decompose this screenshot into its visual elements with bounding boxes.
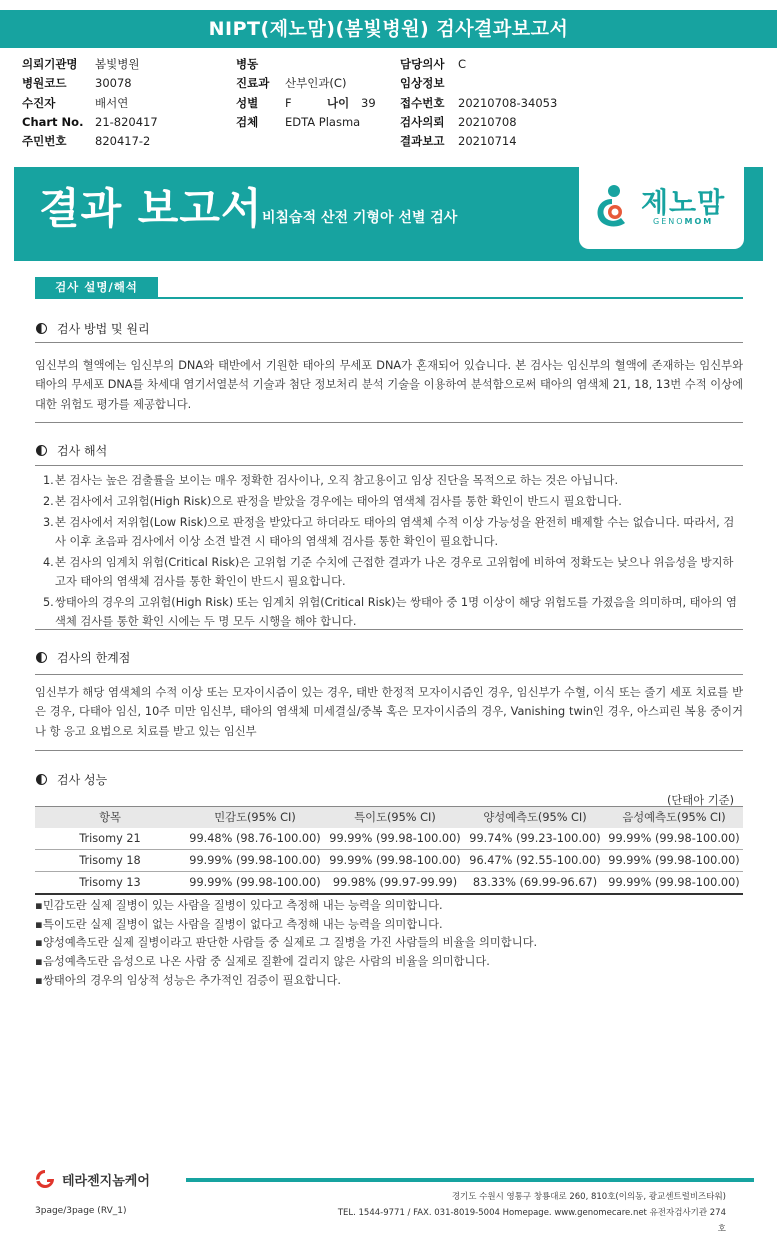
info-label: 담당의사: [400, 57, 445, 71]
table-cell: 99.99% (99.98-100.00): [325, 828, 465, 850]
unit-note: (단태아 기준): [667, 794, 734, 807]
info-label: 성별: [236, 95, 259, 110]
info-label: 수진자: [22, 95, 56, 110]
half-circle-bullet-icon: [36, 445, 47, 456]
info-row: [22, 113, 158, 132]
limits-heading: [36, 649, 130, 666]
table-cell: Trisomy 18: [35, 850, 185, 872]
info-label: 검사의뢰: [400, 114, 445, 129]
bullet-icon: ▪: [35, 899, 43, 912]
info-label: 검체: [236, 114, 259, 129]
info-value: 배서연: [95, 95, 129, 110]
info-row: [236, 94, 376, 113]
bullet-icon: ▪: [35, 936, 43, 950]
bullet-icon: ▪: [35, 973, 43, 987]
heading-text: 검사 방법 및 원리: [57, 322, 150, 336]
divider: [35, 750, 743, 751]
column-header: 민감도(95% CI): [185, 807, 325, 828]
genomom-logo-icon: [591, 183, 633, 229]
info-column-3: [400, 55, 557, 151]
half-circle-bullet-icon: [36, 652, 47, 663]
list-number: 3.: [43, 516, 54, 529]
info-label: 진료과: [236, 76, 270, 91]
info-row: [400, 55, 557, 74]
list-item: [35, 593, 743, 631]
age-label: 나이: [327, 95, 350, 110]
divider: [35, 422, 743, 423]
info-label: 병원코드: [22, 76, 67, 91]
footer-logo: [31, 1168, 150, 1190]
limits-text: 임신부가 해당 염색체의 수적 이상 또는 모자이시즘이 있는 경우, 태반 한정적 모자이시즘인 경우, 임신부가 수혈, 이식 또는 줄기 세포 치료를 받은 경우, 다태아 임신, 10주 미만 임신부, 태아의 염색체 미세결실/중복 혹은 모자이시즘의 경우, Vanishing twin인 경우, 아스피린 복용 중이거나 항 응고 요법으로 치료를 받고 있는 임신부: [35, 686, 743, 738]
heading-text: 검사의 한계점: [57, 651, 131, 665]
list-number: 4.: [43, 556, 54, 569]
note-text: 양성예측도란 실제 질병이라고 판단한 사람들 중 실제로 그 질병을 가진 사람들의 비율을 의미합니다.: [43, 936, 538, 950]
info-row: [236, 55, 376, 74]
interpretation-heading: [36, 442, 107, 459]
info-row: [236, 74, 376, 93]
list-number: 5.: [43, 596, 54, 609]
performance-heading: [36, 771, 107, 788]
logo-sub-mom: MOM: [684, 217, 714, 226]
info-value: 산부인과(C): [285, 76, 347, 91]
list-text: 본 검사는 높은 검출률을 보이는 매우 정확한 검사이나, 오직 참고용이고 임상 진단을 목적으로 하는 것은 아닙니다.: [55, 474, 619, 487]
table-cell: Trisomy 21: [35, 828, 185, 850]
info-row: [400, 94, 557, 113]
list-item: [35, 513, 743, 551]
column-header: 특이도(95% CI): [325, 807, 465, 828]
table-header-row: [35, 807, 743, 828]
info-label: 주민번호: [22, 134, 67, 149]
info-label: 의뢰기관명: [22, 57, 78, 71]
info-value: 20210708: [458, 114, 517, 129]
list-item: [35, 553, 743, 591]
list-number: 2.: [43, 495, 54, 508]
method-text: 임신부의 혈액에는 임신부의 DNA와 태반에서 기원한 태아의 무세포 DNA가 혼재되어 있습니다. 본 검사는 임신부의 혈액에 존재하는 임신부와 태아의 무세포 DNA를 차세대 염기서열분석 기술과 첨단 정보처리 분석 기술을 이용하여 분석함으로써 태아의 염색체 21, 18, 13번 수적 이상에 대한 위험도 평가를 제공합니다.: [35, 359, 743, 411]
info-label: 임상정보: [400, 76, 445, 91]
method-heading: [36, 320, 150, 337]
list-text: 본 검사에서 저위험(Low Risk)으로 판정을 받았다고 하더라도 태아의 염색체 수적 이상 가능성을 완전히 배제할 수는 없습니다. 따라서, 검사 이후 초음파 검사에서 이상 소견 발견 시 태아의 염색체 검사를 통한 확인이 필요합니다.: [55, 516, 735, 548]
heading-text: 검사 해석: [57, 444, 108, 458]
performance-table: [35, 806, 743, 895]
bullet-icon: ▪: [35, 955, 43, 969]
info-label: 병동: [236, 57, 259, 71]
logo-subtext: [653, 217, 713, 226]
table-cell: 99.99% (99.98-100.00): [605, 828, 743, 850]
note-text: 쌍태아의 경우의 임상적 성능은 추가적인 검증이 필요합니다.: [43, 973, 341, 987]
table-cell: 99.99% (99.98-100.00): [605, 850, 743, 872]
note-item: [35, 916, 537, 935]
list-text: 쌍태아의 경우의 고위험(High Risk) 또는 임계치 위험(Critical Risk)는 쌍태아 중 1명 이상이 해당 위험도를 가졌음을 의미하며, 태아의 염색체 검사를 통한 확인 시에는 두 명 모두 시행을 해야 합니다.: [55, 596, 737, 628]
note-item: [35, 953, 537, 972]
info-row: [400, 74, 557, 93]
performance-notes: [35, 897, 537, 991]
divider: [35, 342, 743, 343]
note-item: [35, 972, 537, 991]
half-circle-bullet-icon: [36, 323, 47, 334]
table-row: [35, 850, 743, 872]
info-column-1: [22, 55, 158, 151]
half-circle-bullet-icon: [36, 774, 47, 785]
list-text: 본 검사에서 고위험(High Risk)으로 판정을 받았을 경우에는 태아의 염색체 검사를 통한 확인이 반드시 필요합니다.: [55, 495, 622, 508]
logo-text: 제노맘: [641, 186, 726, 219]
info-value: 20210714: [458, 134, 517, 149]
heading-text: 검사 성능: [57, 773, 108, 787]
info-value: EDTA Plasma: [285, 114, 361, 129]
table-cell: 99.99% (99.98-100.00): [325, 850, 465, 872]
report-title: NIPT(제노맘)(봄빛병원) 검사결과보고서: [0, 10, 777, 48]
age-value: 39: [361, 95, 376, 110]
info-value: 30078: [95, 76, 132, 91]
list-item: [35, 492, 743, 511]
column-header: 음성예측도(95% CI): [605, 807, 743, 828]
note-item: [35, 934, 537, 953]
info-value: 21-820417: [95, 114, 158, 129]
table-cell: 99.99% (99.98-100.00): [605, 872, 743, 894]
list-number: 1.: [43, 474, 54, 487]
info-row: [22, 132, 158, 151]
footer-company: 테라젠지놈케어: [62, 1173, 150, 1189]
section-header: [35, 277, 743, 299]
bullet-icon: ▪: [35, 917, 43, 931]
footer-address: [332, 1189, 726, 1237]
interpretation-list: [35, 471, 743, 631]
info-value: 20210708-34053: [458, 95, 558, 110]
divider: [35, 465, 743, 466]
info-row: [400, 113, 557, 132]
terragen-logo-icon: [31, 1168, 59, 1190]
table-cell: 96.47% (92.55-100.00): [465, 850, 605, 872]
divider: [35, 674, 743, 675]
table-cell: 99.99% (99.98-100.00): [185, 872, 325, 894]
table-row: [35, 828, 743, 850]
info-value: F: [285, 95, 292, 110]
info-label: 접수번호: [400, 95, 445, 110]
table-cell: 99.74% (99.23-100.00): [465, 828, 605, 850]
info-row: [22, 94, 158, 113]
info-value: 봄빛병원: [95, 57, 140, 71]
info-row: [22, 74, 158, 93]
footer-divider: [186, 1178, 754, 1182]
info-row: [236, 113, 376, 132]
section-tab: 검사 설명/해석: [35, 277, 158, 297]
info-value: 820417-2: [95, 134, 151, 149]
list-item: [35, 471, 743, 490]
banner-subtitle: 비침습적 산전 기형아 선별 검사: [262, 210, 458, 226]
logo-sub-geno: GENO: [653, 217, 685, 226]
divider: [35, 629, 743, 630]
info-row: [400, 132, 557, 151]
note-text: 민감도란 실제 질병이 있는 사람을 질병이 있다고 측정해 내는 능력을 의미합니다.: [43, 899, 443, 912]
column-header: 항목: [35, 807, 185, 828]
note-text: 음성예측도란 음성으로 나온 사람 중 실제로 질환에 걸리지 않은 사람의 비율을 의미합니다.: [43, 955, 490, 969]
info-column-2: [236, 55, 376, 132]
table-row: [35, 872, 743, 894]
banner-title: 결과 보고서: [39, 184, 263, 233]
page-number: 3page/3page (RV_1): [35, 1206, 127, 1216]
genomom-logo: [579, 167, 744, 249]
info-value: C: [458, 57, 467, 71]
note-item: [35, 897, 537, 916]
column-header: 양성예측도(95% CI): [465, 807, 605, 828]
address-line: 경기도 수원시 영통구 창룡대로 260, 810호(이의동, 광교센트럴비즈타워): [451, 1192, 726, 1202]
info-label: Chart No.: [22, 114, 84, 129]
info-row: [22, 55, 158, 74]
table-cell: 99.99% (99.98-100.00): [185, 850, 325, 872]
table-cell: 99.48% (98.76-100.00): [185, 828, 325, 850]
list-text: 본 검사의 임계치 위험(Critical Risk)은 고위험 기준 수치에 근접한 결과가 나온 경우로 고위험에 비하여 정확도는 낮으나 위음성을 방지하고자 태아의 염색체 검사를 통한 확인이 반드시 필요합니다.: [55, 556, 734, 588]
table-cell: 83.33% (69.99-96.67): [465, 872, 605, 894]
info-label: 결과보고: [400, 134, 445, 149]
table-cell: 99.98% (99.97-99.99): [325, 872, 465, 894]
table-cell: Trisomy 13: [35, 872, 185, 894]
contact-line: TEL. 1544-9771 / FAX. 031-8019-5004 Homepage. www.genomecare.net 유전자검사기관 274호: [337, 1208, 726, 1234]
note-text: 특이도란 실제 질병이 없는 사람을 질병이 없다고 측정해 내는 능력을 의미합니다.: [43, 917, 443, 931]
result-banner: [14, 167, 763, 261]
